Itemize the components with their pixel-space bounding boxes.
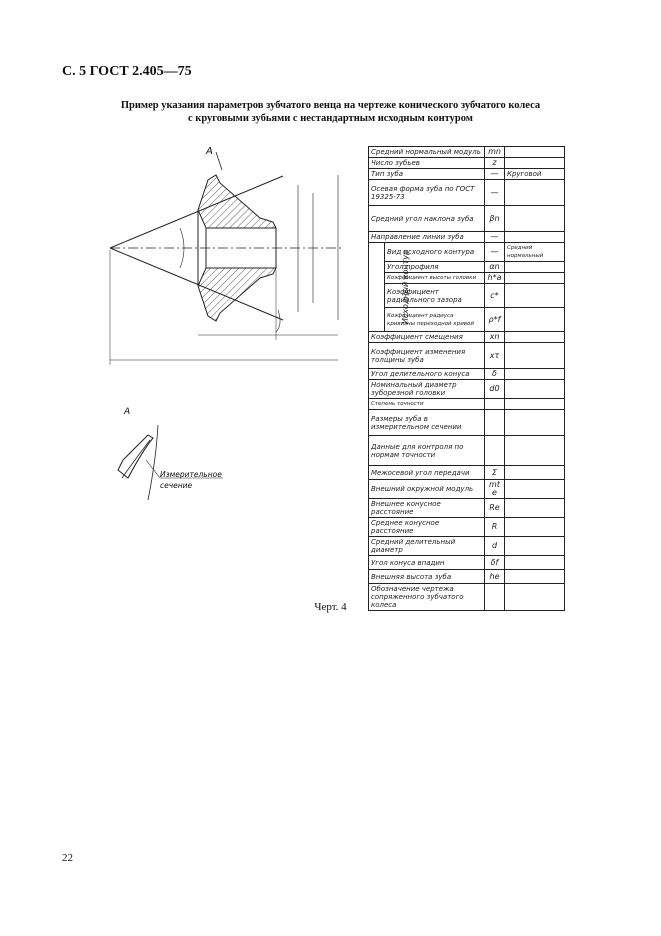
param-name: Вид исходного контура (385, 243, 485, 262)
table-row (369, 284, 565, 308)
section-arrow (216, 152, 222, 170)
table-row (369, 332, 565, 343)
table-row (369, 243, 565, 262)
param-symbol: Re (485, 499, 505, 518)
param-name: Коэффициент изменения толщины зуба (369, 343, 485, 369)
param-name: Среднее конусное расстояние (369, 518, 485, 537)
param-value (505, 180, 565, 206)
param-name: Обозначение чертежа сопряженного зубчатого колеса (369, 584, 485, 611)
param-name: Межосевой угол передачи (369, 466, 485, 480)
param-value (505, 308, 565, 332)
table-row (369, 262, 565, 273)
table-row (369, 343, 565, 369)
param-symbol: xn (485, 332, 505, 343)
param-name: Коэффициент смещения (369, 332, 485, 343)
table-row (369, 537, 565, 556)
view-label: А (206, 146, 213, 157)
table-row (369, 466, 565, 480)
param-value (505, 206, 565, 232)
param-name: Тип зуба (369, 169, 485, 180)
param-name: Внешний окружной модуль (369, 480, 485, 499)
param-value (505, 436, 565, 466)
param-name: Средний угол наклона зуба (369, 206, 485, 232)
table-row (369, 518, 565, 537)
param-symbol: — (485, 169, 505, 180)
param-symbol: ρ*f (485, 308, 505, 332)
figure-caption (0, 99, 661, 125)
param-symbol: — (485, 180, 505, 206)
param-name: Размеры зуба в измерительном сечении (369, 410, 485, 436)
param-value (505, 399, 565, 410)
param-name: Число зубьев (369, 158, 485, 169)
param-value (505, 556, 565, 570)
param-symbol (485, 436, 505, 466)
caption-line-1: Пример указания параметров зубчатого венца на чертеже конического зубчатого колеса (120, 100, 541, 111)
table-row (369, 147, 565, 158)
param-name: Угол делительного конуса (369, 369, 485, 380)
detail-label: А (124, 407, 131, 417)
param-value (505, 273, 565, 284)
param-symbol: c* (485, 284, 505, 308)
param-symbol: mn (485, 147, 505, 158)
param-name: Степень точности (369, 399, 485, 410)
param-value (505, 343, 565, 369)
table-row (369, 380, 565, 399)
param-symbol: d0 (485, 380, 505, 399)
param-symbol: xτ (485, 343, 505, 369)
table-row (369, 499, 565, 518)
param-name: Средний нормальный модуль (369, 147, 485, 158)
param-name: Коэффициент высоты головки (385, 273, 485, 284)
gear-parameters-table (368, 146, 565, 611)
cone-line-lower (110, 248, 283, 320)
table-row (369, 369, 565, 380)
table-row (369, 169, 565, 180)
table-row (369, 410, 565, 436)
param-symbol: mte (485, 480, 505, 499)
table-row (369, 180, 565, 206)
caption-line-2: с круговыми зубьями с нестандартным исходным контуром (188, 113, 473, 124)
detail-tooth-outline (118, 435, 153, 478)
param-name: Данные для контроля по нормам точности (369, 436, 485, 466)
param-value (505, 518, 565, 537)
param-symbol: d (485, 537, 505, 556)
param-value (505, 158, 565, 169)
page-header: С. 5 ГОСТ 2.405—75 (62, 64, 192, 79)
param-symbol: Σ (485, 466, 505, 480)
param-name: Внешняя высота зуба (369, 570, 485, 584)
page-number: 22 (62, 852, 73, 864)
param-name: Коэффициент радиального зазора (385, 284, 485, 308)
param-value (505, 410, 565, 436)
param-value (505, 332, 565, 343)
param-name: Направление линии зуба (369, 232, 485, 243)
param-name: Угол конуса впадин (369, 556, 485, 570)
param-symbol: — (485, 243, 505, 262)
table-row (369, 556, 565, 570)
param-value (505, 570, 565, 584)
param-name: Внешнее конусное расстояние (369, 499, 485, 518)
param-name: Угол профиля (385, 262, 485, 273)
table-row (369, 232, 565, 243)
param-value (505, 262, 565, 273)
upper-tooth-section (198, 175, 276, 228)
table-row (369, 308, 565, 332)
table-row (369, 570, 565, 584)
param-value (505, 232, 565, 243)
bevel-gear-drawing (98, 140, 358, 380)
param-symbol: αn (485, 262, 505, 273)
table-row (369, 273, 565, 284)
param-symbol: δf (485, 556, 505, 570)
param-value (505, 284, 565, 308)
param-symbol: R (485, 518, 505, 537)
param-name: Осевая форма зуба по ГОСТ 19325-73 (369, 180, 485, 206)
figure-label: Черт. 4 (314, 601, 347, 613)
param-symbol: δ (485, 369, 505, 380)
param-symbol: βn (485, 206, 505, 232)
param-value (505, 369, 565, 380)
table-row (369, 436, 565, 466)
measure-section-note: Измерительное сечение (160, 470, 222, 490)
group-label-cell (369, 243, 411, 332)
table-row (369, 158, 565, 169)
param-value (505, 380, 565, 399)
param-value (505, 466, 565, 480)
cone-line-upper (110, 176, 283, 248)
table-row (369, 480, 565, 499)
param-symbol (485, 399, 505, 410)
param-value (505, 147, 565, 158)
measure-section-leader (146, 460, 160, 478)
param-value (505, 499, 565, 518)
group-label: Исходный контур (401, 249, 411, 325)
param-name: Средний делительный диаметр (369, 537, 485, 556)
param-value: Средний нормальный (505, 243, 565, 262)
param-symbol (485, 410, 505, 436)
param-value (505, 537, 565, 556)
table-row (369, 206, 565, 232)
param-value: Круговой (505, 169, 565, 180)
param-name: Номинальный диаметр зуборезной головки (369, 380, 485, 399)
param-symbol: h*a (485, 273, 505, 284)
table-row (369, 399, 565, 410)
param-symbol: he (485, 570, 505, 584)
detail-view (98, 400, 248, 510)
param-name: Коэффициент радиуса кривизны переходной кривой (385, 308, 485, 332)
param-value (505, 480, 565, 499)
lower-tooth-section (198, 268, 276, 321)
param-symbol: — (485, 232, 505, 243)
param-symbol: z (485, 158, 505, 169)
